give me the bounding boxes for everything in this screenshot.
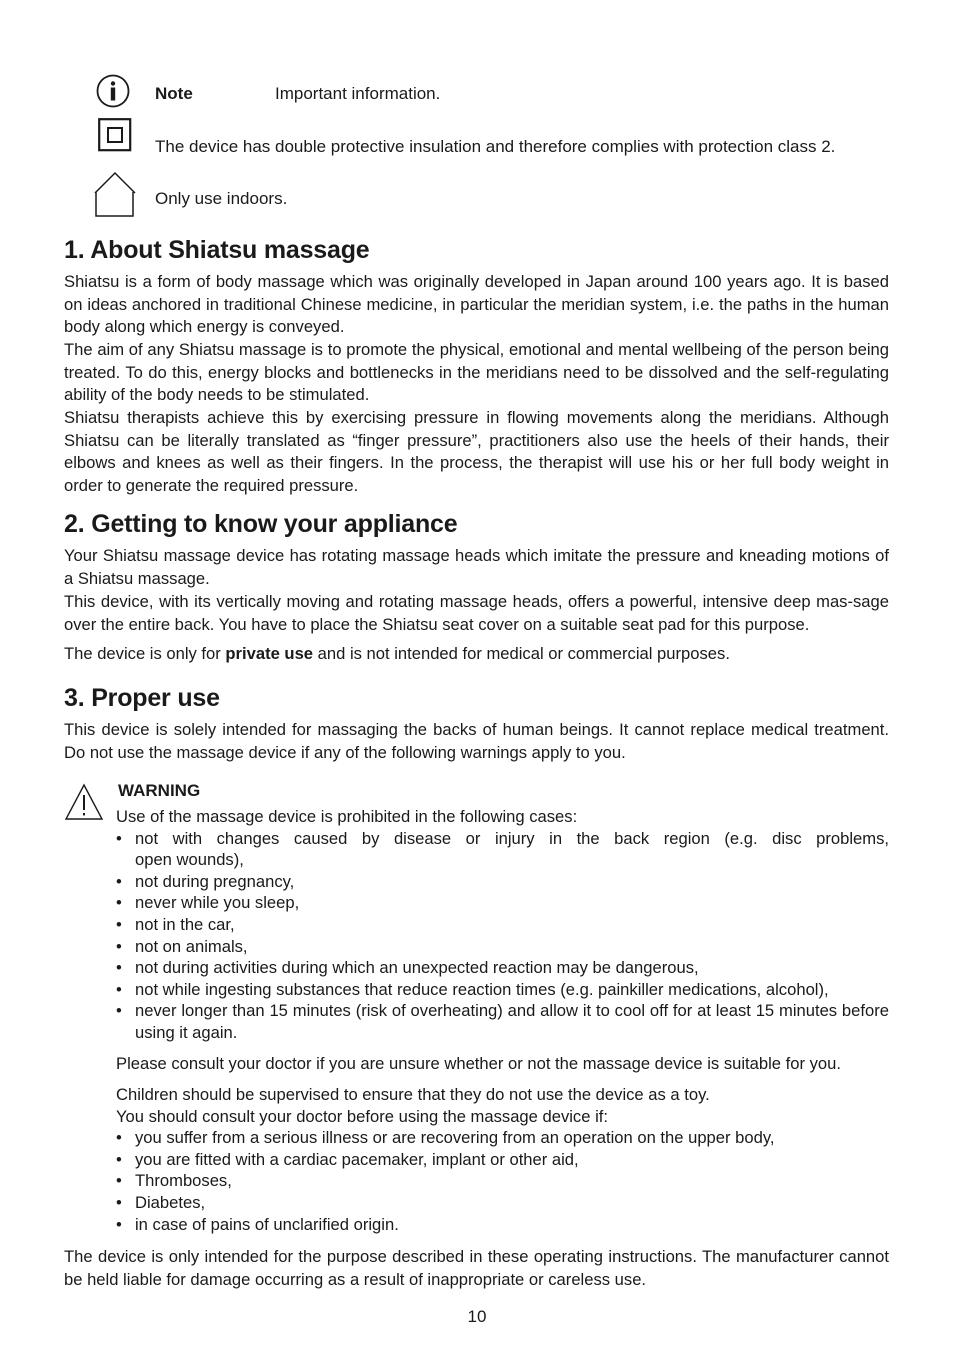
list-item: • never while you sleep, [116,892,889,914]
list-item-continuation: open wounds), [135,850,244,870]
list-item: • never longer than 15 minutes (risk of overheating) and allow it to cool off for at least 15 minutes before using it again. [116,1000,889,1043]
warning-triangle-icon [64,783,104,826]
consult-block [116,1084,889,1235]
children-text: Children should be supervised to ensure that they do not use the device as a toy. [116,1085,710,1104]
paragraph: Shiatsu therapists achieve this by exercising pressure in flowing movements along the meridians. Although Shiatsu can be literally translated as “finger pressure”, practitioners also use the heels of their hands, their elbows and knees as well as their fingers. In the process, the therapist will use his or her full body weight in order to generate the required pressure. [64,408,889,495]
indoors-text: Only use indoors. [155,189,288,208]
private-use-emphasis: private use [225,644,314,663]
note-label: Note [155,84,193,103]
list-item: • not during pregnancy, [116,871,889,893]
list-item: • not with changes caused by disease or injury in the back region (e.g. disc problems, [116,828,889,850]
list-item: • not while ingesting substances that reduce reaction times (e.g. painkiller medications, alcohol), [116,979,889,1001]
section-heading-proper-use: 3. Proper use [64,684,220,712]
warning-intro: Use of the massage device is prohibited in the following cases: [116,807,578,826]
info-icon [96,74,130,108]
paragraph: The aim of any Shiatsu massage is to promote the physical, emotional and mental wellbeing of the person being treated. To do this, energy blocks and bottlenecks in the meridians need to be dissolved and the self-regulating ability of the body needs to be stimulated. [64,340,889,405]
list-item: • you suffer from a serious illness or are recovering from an operation on the upper body, [116,1127,889,1149]
list-item: • Thromboses, [116,1170,889,1192]
list-item: • in case of pains of unclarified origin. [116,1214,889,1236]
paragraph: This device, with its vertically moving and rotating massage heads, offers a powerful, intensive deep mas-sage over the entire back. You have to place the Shiatsu seat cover on a suitable seat pad for this purpose. [64,592,889,634]
paragraph: This device is solely intended for massaging the backs of human beings. It cannot replace medical treatment. Do not use the massage device if any of the following warnings apply to you. [64,720,889,762]
section-heading-appliance: 2. Getting to know your appliance [64,510,458,538]
consult-if-text: You should consult your doctor before using the massage device if: [116,1106,608,1126]
page-number: 10 [467,1307,487,1326]
paragraph: Your Shiatsu massage device has rotating massage heads which imitate the pressure and kneading motions of a Shiatsu massage. [64,546,889,588]
protection-class-2-icon [98,118,132,152]
list-item: • not in the car, [116,914,889,936]
list-item: • not on animals, [116,936,889,958]
house-icon [92,170,138,218]
warning-list [116,828,889,1044]
section-heading-about: 1. About Shiatsu massage [64,236,370,264]
list-item: • Diabetes, [116,1192,889,1214]
list-item: • not during activities during which an unexpected reaction may be dangerous, [116,957,889,979]
private-use-paragraph: The device is only for private use and is not intended for medical or commercial purposes. [64,644,730,663]
warning-title: WARNING [118,781,201,800]
consult-list [116,1127,889,1235]
consult-text: Please consult your doctor if you are unsure whether or not the massage device is suitable for you. [116,1054,841,1073]
note-text: Important information. [275,84,441,103]
class2-text: The device has double protective insulation and therefore complies with protection class 2. [155,137,836,156]
warning-block [116,806,889,1044]
closing-paragraph: The device is only intended for the purpose described in these operating instructions. The manufacturer cannot be held liable for damage occurring as a result of inappropriate or careless use. [64,1247,889,1289]
paragraph: Shiatsu is a form of body massage which was originally developed in Japan around 100 years ago. It is based on ideas anchored in traditional Chinese medicine, in particular the meridian system, i.e. the paths in the human body along which energy is conveyed. [64,272,889,337]
list-item: • you are fitted with a cardiac pacemaker, implant or other aid, [116,1149,889,1171]
